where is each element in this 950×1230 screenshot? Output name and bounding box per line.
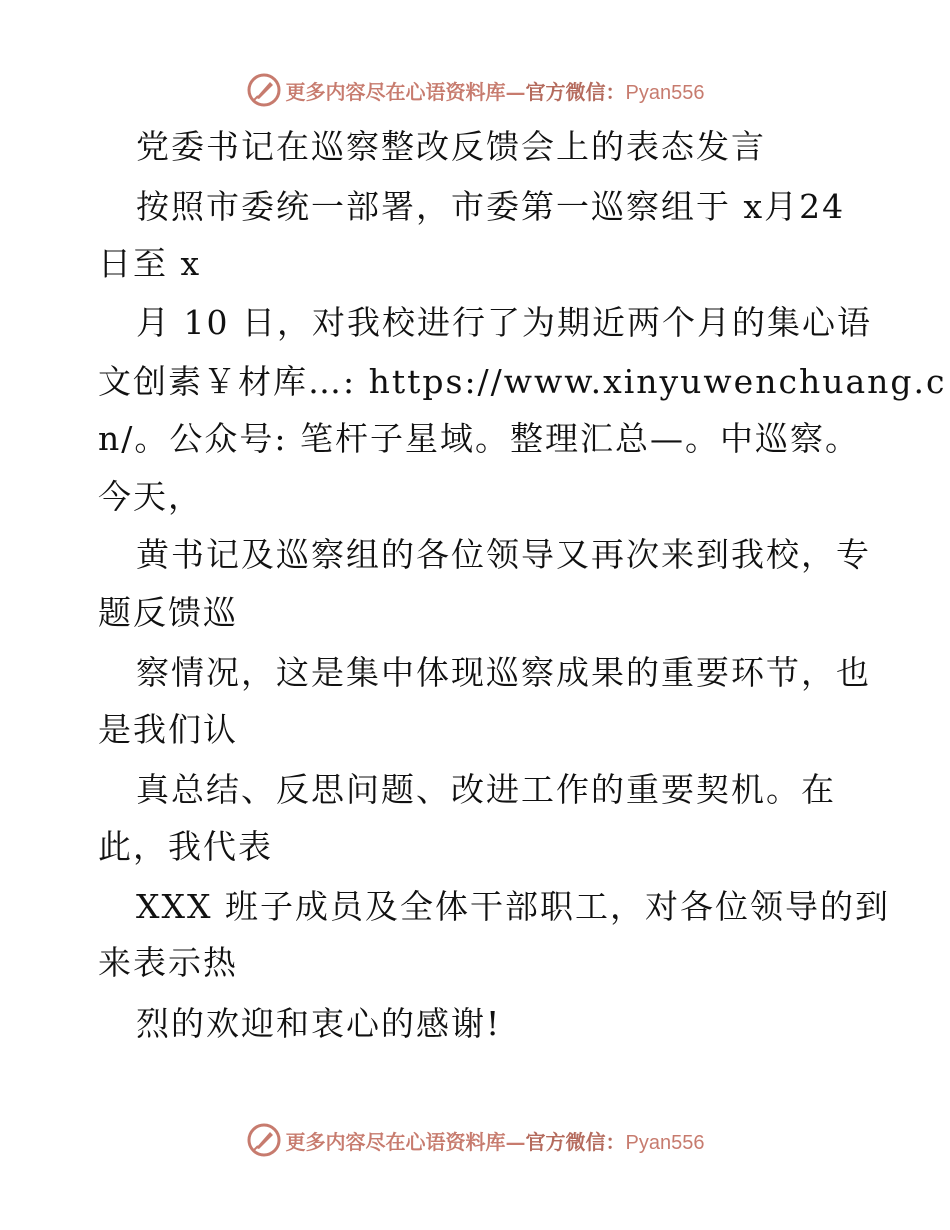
footer-watermark xyxy=(0,1120,950,1160)
paragraph-line: 今天， xyxy=(98,477,203,516)
quill-logo-icon xyxy=(246,1122,282,1158)
quill-logo-icon xyxy=(246,72,282,108)
paragraph-line: 察情况，这是集中体现巡察成果的重要环节，也 xyxy=(136,653,871,692)
paragraph-line: XXX 班子成员及全体干部职工，对各位领导的到 xyxy=(136,887,890,926)
paragraph-line: 是我们认 xyxy=(98,710,238,749)
paragraph-line: n/。公众号: 笔杆子星域。整理汇总—。中巡察。 xyxy=(98,419,860,458)
watermark-wechat-label: 官方微信： xyxy=(525,1129,626,1154)
paragraph-line: 日至 x xyxy=(98,244,202,283)
paragraph-line: 题反馈巡 xyxy=(98,593,238,632)
watermark-text xyxy=(286,76,705,105)
watermark-slogan: 更多内容尽在心语资料库— xyxy=(285,1129,526,1154)
watermark-wechat-label: 官方微信： xyxy=(525,79,626,104)
watermark-text xyxy=(286,1126,705,1155)
header-watermark xyxy=(0,70,950,110)
watermark-slogan: 更多内容尽在心语资料库— xyxy=(285,79,526,104)
paragraph-line: 来表示热 xyxy=(98,943,238,982)
paragraph-line: 按照市委统一部署，市委第一巡察组于 x月24 xyxy=(136,187,846,226)
paragraph-line: 黄书记及巡察组的各位领导又再次来到我校，专 xyxy=(136,535,871,574)
paragraph-line: 文创素￥材库…: https://www.xinyuwenchuang.c xyxy=(98,362,947,401)
paragraph-line: 烈的欢迎和衷心的感谢! xyxy=(136,1004,502,1043)
watermark-wechat-id: Pyan556 xyxy=(625,81,705,104)
paragraph-line: 真总结、反思问题、改进工作的重要契机。在 xyxy=(136,770,836,809)
watermark-wechat-id: Pyan556 xyxy=(625,1131,705,1154)
paragraph-line: 月 10 日，对我校进行了为期近两个月的集心语 xyxy=(136,303,872,342)
document-title: 党委书记在巡察整改反馈会上的表态发言 xyxy=(136,127,766,166)
paragraph-line: 此，我代表 xyxy=(98,827,273,866)
